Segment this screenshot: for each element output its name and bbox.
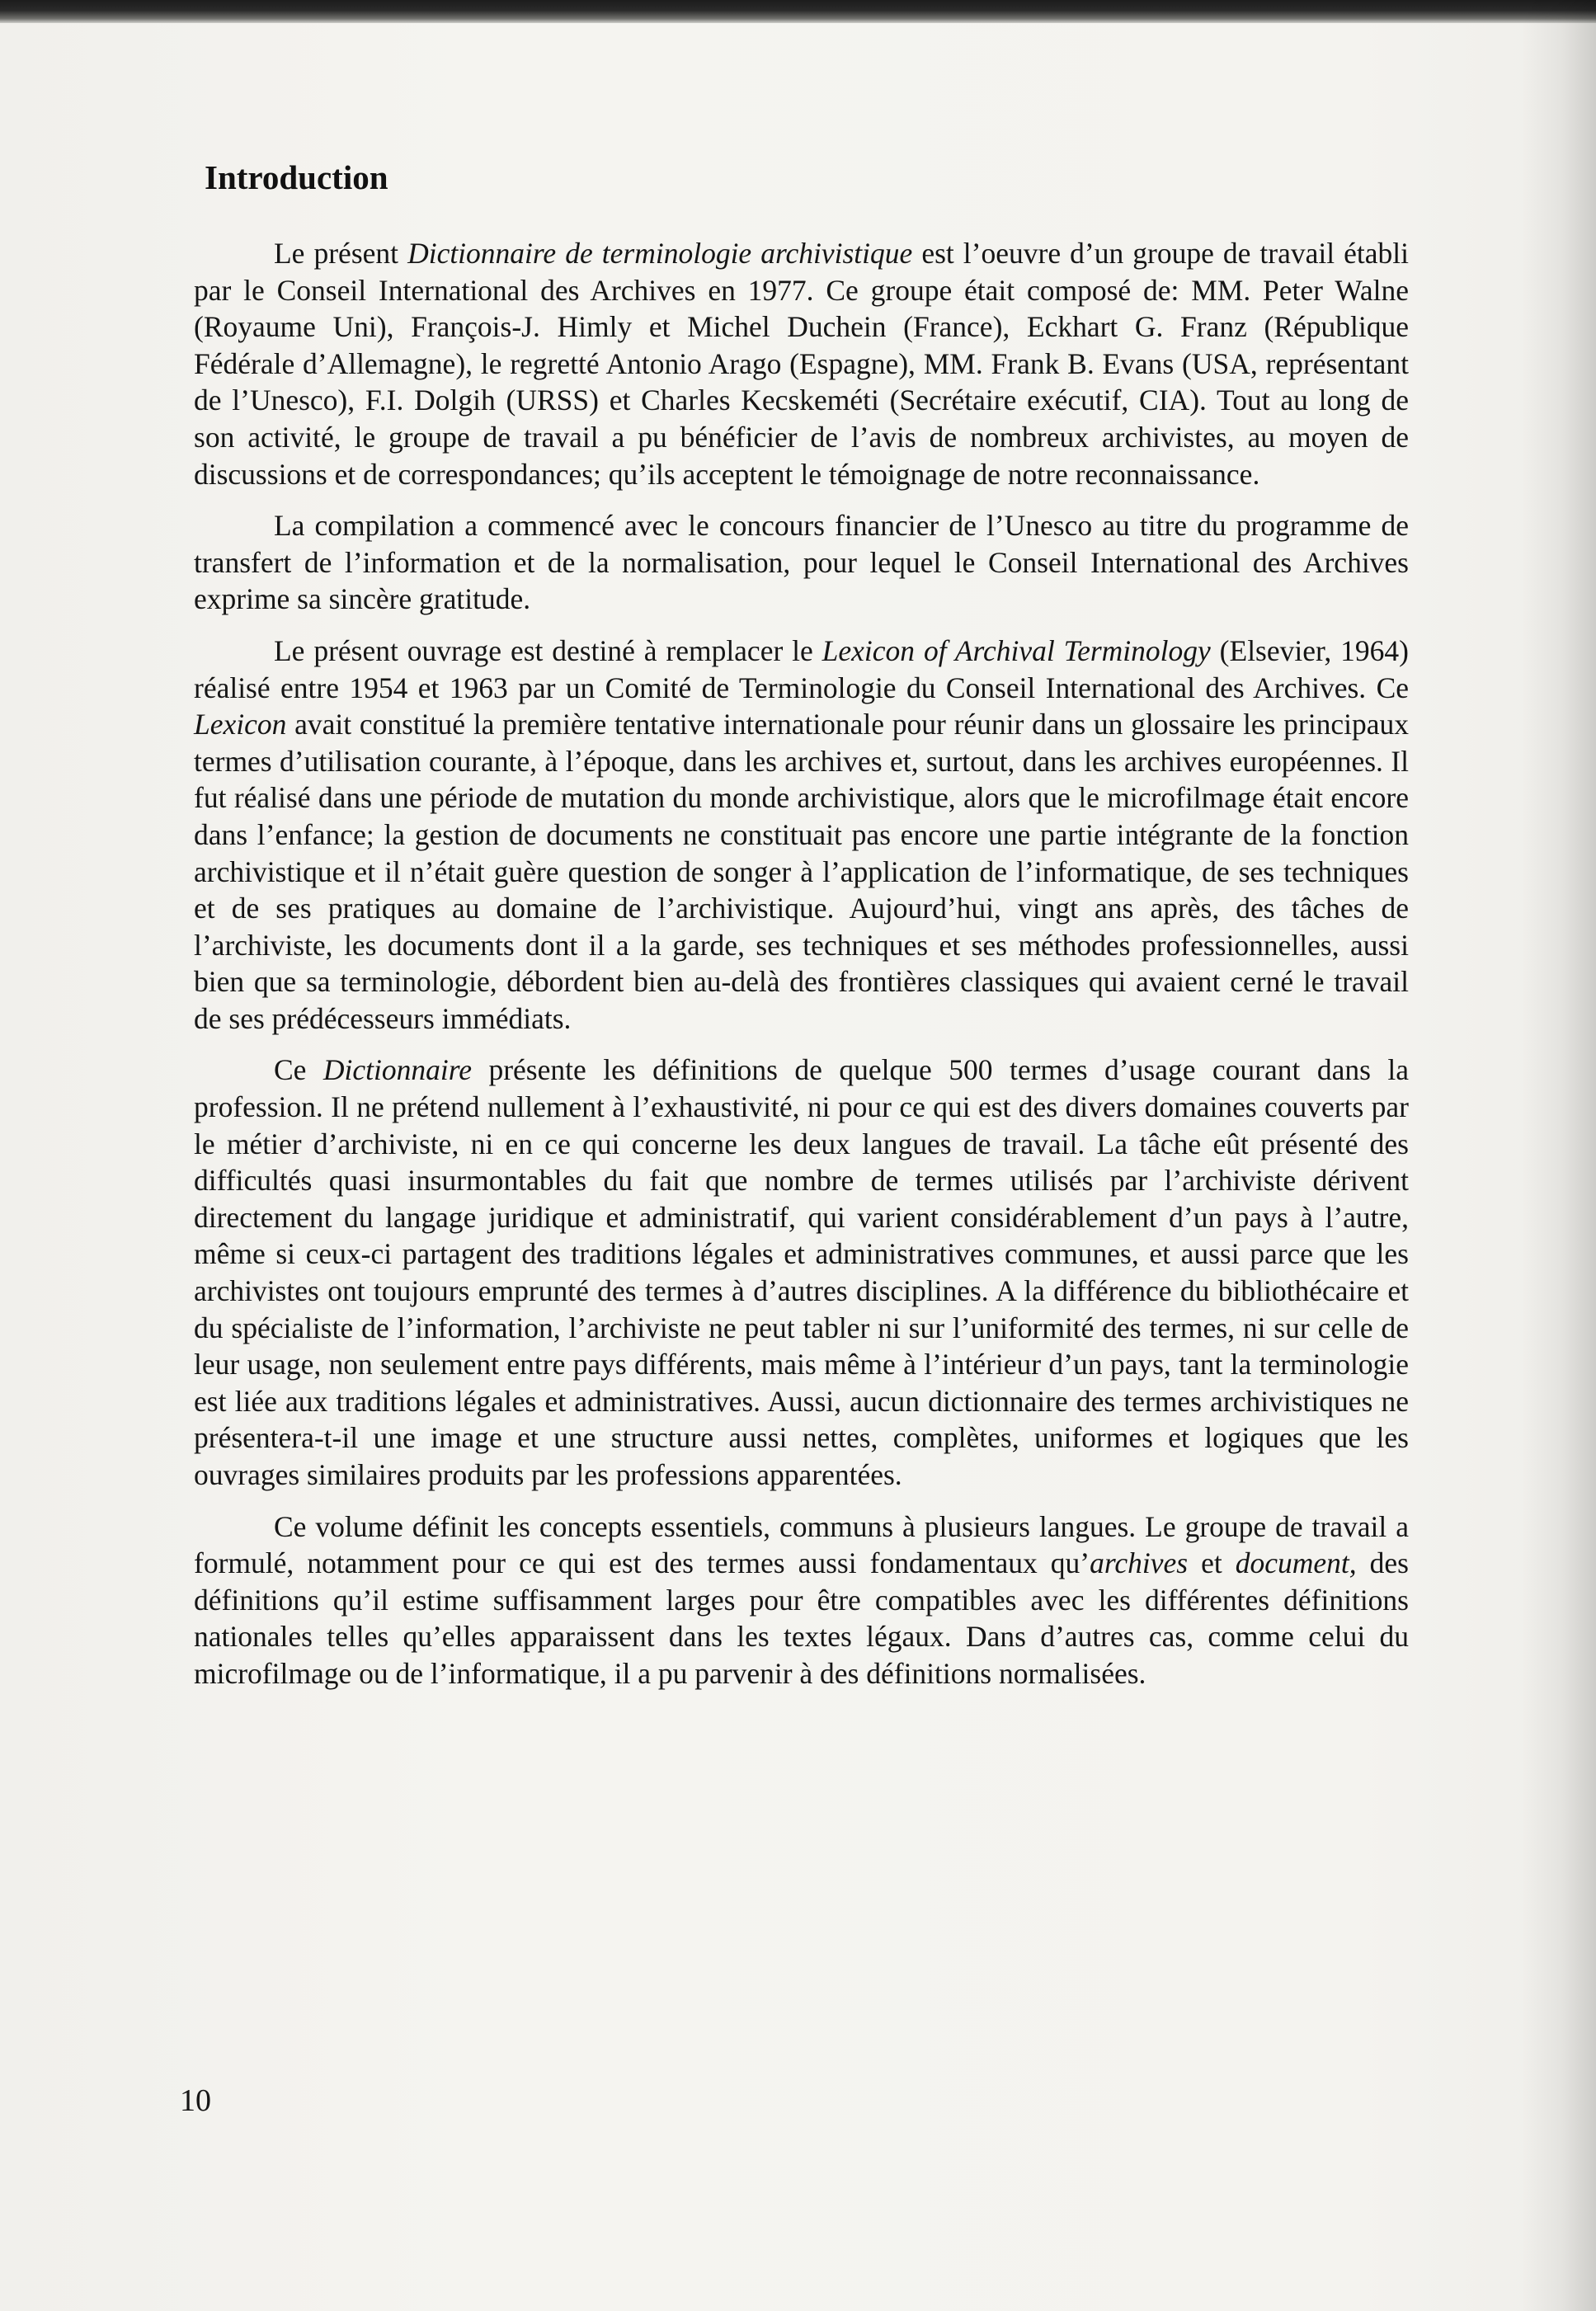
text-run: (Elsevier, 1964) réalisé entre 1954 et 1963 par un Comité de Terminologie du Conseil International des Archives. Ce bbox=[194, 633, 1409, 704]
page-binding-shadow bbox=[1522, 0, 1596, 2311]
italic-text: archives bbox=[1090, 1546, 1189, 1580]
text-run: présente les définitions de quelque 500 termes d’usage courant dans la profession. Il ne prétend nullement à l’exhaustivité, ni pour ce qui est des divers domaines couverts par le métier d’archiviste, ni en ce qui concerne les deux langues de travail. La tâche eût présenté des difficultés quasi insurmontables du fait que nombre de termes utilisés par l’archiviste dérivent directement du langage juridique et administratif, qui varient considérablement d’un pays à l’autre, même si ceux-ci partagent des traditions légales et administratives communes, et aussi parce que les archivistes ont toujours emprunté des termes à d’autres disciplines. A la différence du bibliothécaire et du spécialiste de l’information, l’archiviste ne peut tabler ni sur l’uniformité des termes, ni sur celle de leur usage, non seulement entre pays différents, mais même à l’intérieur d’un pays, tant la terminologie est liée aux traditions légales et administratives. Aussi, aucun dictionnaire des termes archivistiques ne présentera-t-il une image et une structure aussi nettes, complètes, uniformes et logiques que les ouvrages similaires produits par les professions apparentées. bbox=[194, 1053, 1409, 1491]
page-number: 10 bbox=[180, 2083, 211, 2118]
paragraph bbox=[194, 1509, 1409, 1692]
paragraph bbox=[194, 633, 1409, 1038]
italic-text: document, bbox=[1235, 1546, 1357, 1580]
text-run: Ce bbox=[274, 1053, 323, 1087]
text-run: des définitions qu’il estime suffisamment larges pour être compatibles avec les différentes définitions nationales telles qu’elles apparaissent dans les textes légaux. Dans d’autres cas, comme celui du microfilmage ou de l’informatique, il a pu parvenir à des définitions normalisées. bbox=[194, 1546, 1410, 1690]
paragraph bbox=[194, 235, 1409, 492]
text-run: Le présent ouvrage est destiné à remplacer le bbox=[274, 633, 822, 667]
italic-text: Dictionnaire de terminologie archivistique bbox=[407, 237, 913, 270]
paragraph bbox=[194, 507, 1409, 618]
text-run: Ce volume définit les concepts essentiels, communs à plusieurs langues. Le groupe de travail a formulé, notamment pour ce qui est des termes aussi fondamentaux qu’ bbox=[194, 1509, 1409, 1580]
italic-text: Lexicon bbox=[194, 708, 287, 741]
paragraph bbox=[194, 1052, 1409, 1493]
italic-text: Lexicon of Archival Terminology bbox=[822, 633, 1211, 667]
text-run: La compilation a commencé avec le concours financier de l’Unesco au titre du programme de transfert de l’information et de la normalisation, pour lequel le Conseil International des Archives exprime sa sincère gratitude. bbox=[194, 509, 1409, 616]
page-top-edge bbox=[0, 0, 1596, 23]
text-run: Le présent bbox=[274, 237, 408, 270]
italic-text: Dictionnaire bbox=[322, 1053, 473, 1087]
section-heading: Introduction bbox=[205, 158, 388, 196]
text-run: et bbox=[1188, 1546, 1236, 1580]
body-text bbox=[194, 235, 1409, 1692]
text-run: est l’oeuvre d’un groupe de travail établi par le Conseil International des Archives en 1977. Ce groupe était composé de: MM. Peter Walne (Royaume Uni), François-J. Himly et Michel Duchein (France), Eckhart G. Franz (République Fédérale d’Allemagne), le regretté Antonio Arago (Espagne), MM. Frank B. Evans (USA, représentant de l’Unesco), F.I. Dolgih (URSS) et Charles Kecskeméti (Secrétaire exécutif, CIA). Tout au long de son activité, le groupe de travail a pu bénéficier de l’avis de nombreux archivistes, au moyen de discussions et de correspondances; qu’ils acceptent le témoignage de notre reconnaissance. bbox=[194, 237, 1410, 491]
text-run: avait constitué la première tentative internationale pour réunir dans un glossaire les principaux termes d’utilisation courante, à l’époque, dans les archives et, surtout, dans les archives européennes. Il fut réalisé dans une période de mutation du monde archivistique, alors que le microfilmage était encore dans l’enfance; la gestion de documents ne constituait pas encore une partie intégrante de la fonction archivistique et il n’était guère question de songer à l’application de l’informatique, de ses techniques et de ses pratiques au domaine de l’archivistique. Aujourd’hui, vingt ans après, des tâches de l’archiviste, les documents dont il a la garde, ses techniques et ses méthodes professionnelles, aussi bien que sa terminologie, débordent bien au-delà des frontières classiques qui avaient cerné le travail de ses prédécesseurs immédiats. bbox=[194, 708, 1409, 1035]
